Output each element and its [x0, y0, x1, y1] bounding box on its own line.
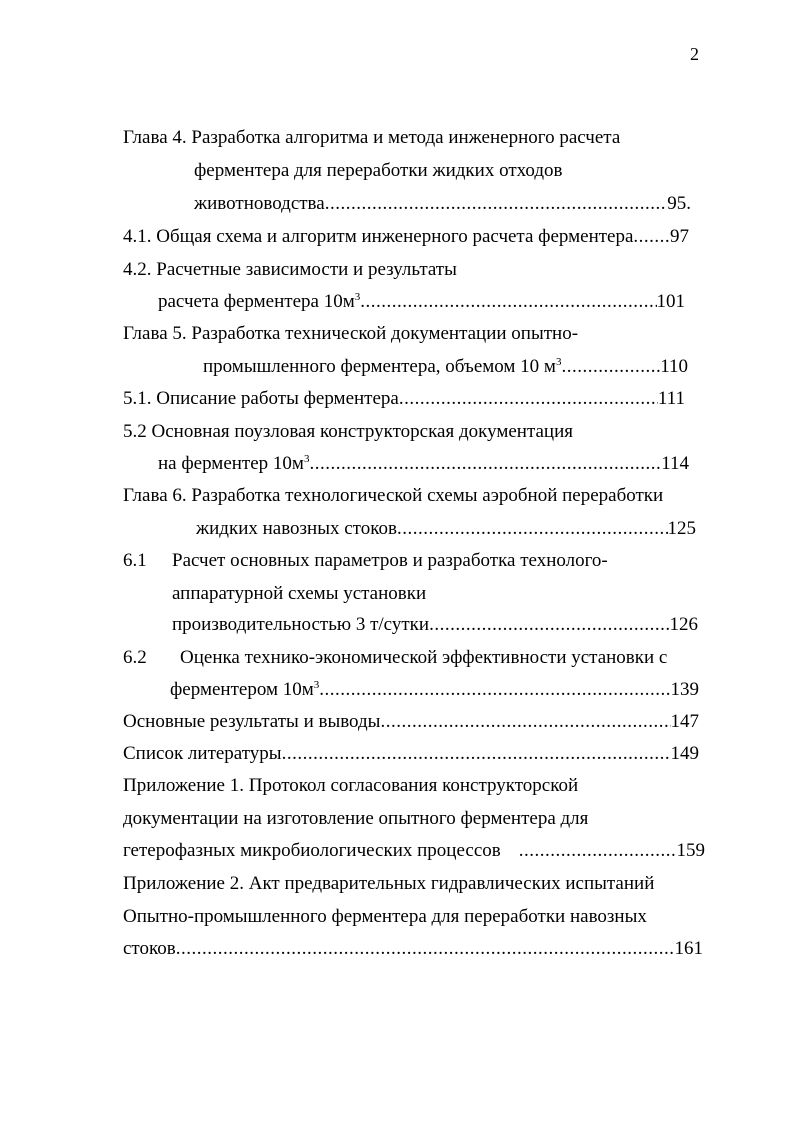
toc-entry-results[interactable] [123, 710, 699, 734]
dot-leader [309, 452, 661, 476]
toc-ch4-line2: ферментера для переработки жидких отходов [194, 160, 563, 181]
toc-entry-ch5[interactable] [203, 355, 688, 379]
toc-label: Список литературы [123, 743, 282, 764]
dot-leader [397, 517, 668, 541]
superscript: 3 [313, 679, 320, 691]
toc-page-ref: 147 [670, 711, 699, 732]
toc-entry-ch4[interactable] [194, 192, 691, 216]
toc-ch4-line3: животноводства [194, 193, 325, 214]
toc-app1-line3: гетерофазных микробиологических процессов [123, 840, 501, 861]
toc-page-ref: 125 [667, 518, 696, 539]
toc-ch6-line2: жидких навозных стоков [196, 518, 397, 539]
toc-ch4-line1: Глава 4. Разработка алгоритма и метода инженерного расчета [123, 127, 621, 148]
toc-entry-4-2[interactable] [158, 290, 685, 314]
toc-6-2-line2: ферментером 10м [170, 679, 314, 700]
toc-ch5-line1: Глава 5. Разработка технической документации опытно- [123, 323, 579, 344]
dot-leader [399, 387, 658, 411]
toc-entry-4-1[interactable] [123, 225, 689, 249]
toc-page-ref: 101 [656, 291, 685, 312]
toc-entry-5-2[interactable] [158, 452, 689, 476]
toc-5-2-line2: на ферментер 10м [158, 453, 304, 474]
toc-app1-line2: документации на изготовление опытного ферментера для [123, 808, 589, 829]
superscript: 3 [354, 291, 361, 303]
toc-6-1-line3: производительностью 3 т/сутки [172, 614, 430, 635]
toc-entry-ch6[interactable] [196, 517, 696, 541]
toc-entry-literature[interactable] [123, 742, 699, 766]
toc-app1-line1: Приложение 1. Протокол согласования конструкторской [123, 775, 579, 796]
dot-leader [325, 192, 668, 216]
toc-label [203, 355, 561, 379]
toc-5-2-line1: 5.2 Основная поузловая конструкторская документация [123, 421, 573, 442]
dot-leader [561, 355, 660, 379]
dot-leader [380, 710, 670, 734]
toc-page-ref: 97 [670, 226, 689, 247]
toc-entry-app2[interactable] [123, 937, 703, 961]
toc-6-1-num: 6.1 [123, 550, 147, 571]
toc-page-ref: 159 [676, 840, 705, 861]
toc-entry-6-1[interactable] [172, 613, 698, 637]
page-number: 2 [690, 44, 699, 64]
toc-app2-line1: Приложение 2. Акт предварительных гидравлических испытаний [123, 873, 655, 894]
superscript: 3 [303, 453, 310, 465]
dot-leader [176, 937, 675, 961]
toc-ch5-line2: промышленного ферментера, объемом 10 м [203, 356, 556, 377]
toc-label: 4.1. Общая схема и алгоритм инженерного расчета ферментера [123, 226, 634, 247]
toc-6-2-num: 6.2 [123, 647, 147, 668]
dot-leader [633, 225, 670, 249]
toc-entry-6-2[interactable] [170, 678, 699, 702]
toc-page-ref: 111 [657, 388, 685, 409]
toc-label: Основные результаты и выводы [123, 711, 381, 732]
toc-page-ref: 126 [669, 614, 698, 635]
toc-entry-5-1[interactable] [123, 387, 685, 411]
toc-label [158, 452, 309, 476]
toc-page-ref: 139 [670, 679, 699, 700]
dot-leader [429, 613, 669, 637]
toc-6-2-line1: Оценка технико-экономической эффективности установки с [180, 647, 668, 668]
dot-leader [319, 678, 670, 702]
superscript: 3 [555, 356, 562, 368]
toc-page-ref: 161 [674, 938, 703, 959]
dot-leader [519, 839, 677, 863]
toc-6-1-line1: Расчет основных параметров и разработка технолого- [172, 550, 608, 571]
toc-6-1-line2: аппаратурной схемы установки [172, 583, 427, 604]
dot-leader [360, 290, 656, 314]
toc-4-2-line1: 4.2. Расчетные зависимости и результаты [123, 259, 457, 280]
toc-entry-app1[interactable] [123, 839, 705, 863]
toc-ch6-line1: Глава 6. Разработка технологической схемы аэробной переработки [123, 485, 664, 506]
toc-label [170, 678, 319, 702]
toc-label: 5.1. Описание работы ферментера [123, 388, 399, 409]
toc-4-2-line2: расчета ферментера 10м [158, 291, 355, 312]
toc-page-ref: 114 [661, 453, 689, 474]
toc-app2-line2: Опытно-промышленного ферментера для переработки навозных [123, 906, 647, 927]
dot-leader [282, 742, 671, 766]
toc-app2-line3: стоков [123, 938, 176, 959]
toc-page-ref: 95. [667, 193, 691, 214]
toc-label [158, 290, 360, 314]
toc-page-ref: 110 [660, 356, 688, 377]
toc-page-ref: 149 [670, 743, 699, 764]
